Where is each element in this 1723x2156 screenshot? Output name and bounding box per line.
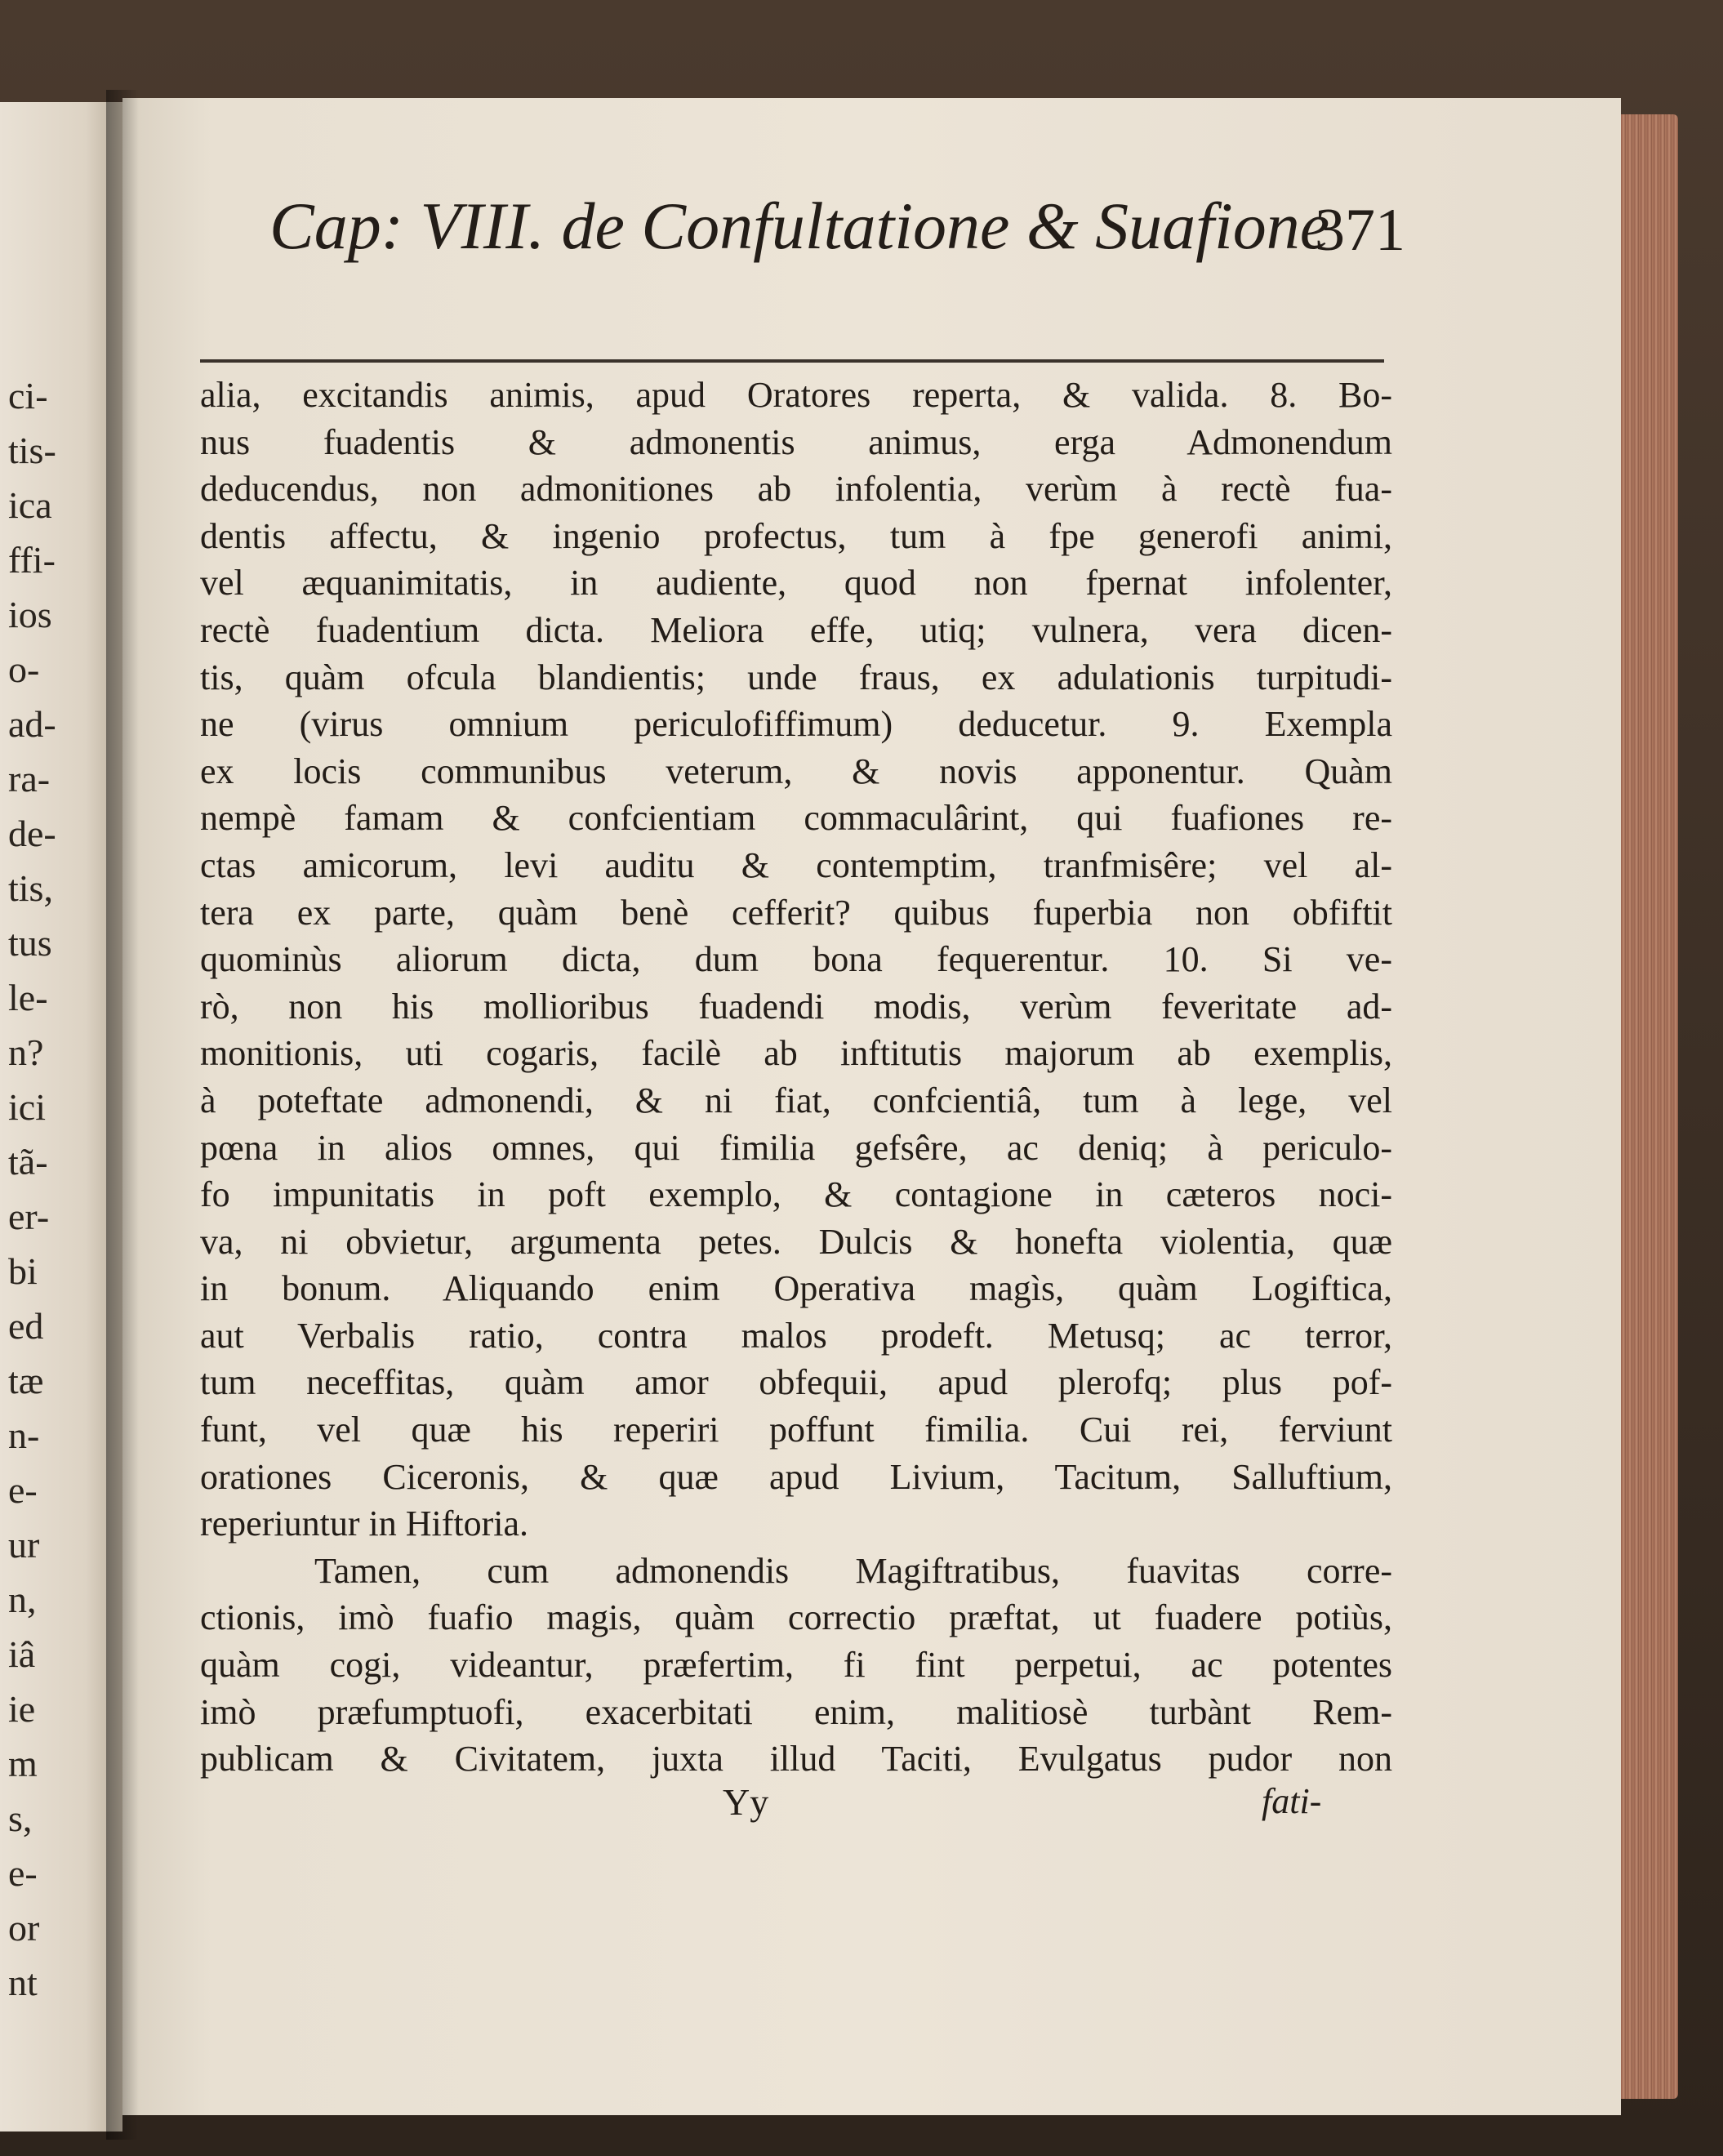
left-page-fragment: m bbox=[8, 1743, 38, 1784]
left-page-fragment: tã- bbox=[8, 1141, 48, 1183]
text-line: vel æquanimitatis, in audiente, quod non fpernat infolenter, bbox=[200, 563, 1392, 604]
text-line: ex locis communibus veterum, & novis apponentur. Quàm bbox=[200, 751, 1392, 791]
left-page-fragment: ed bbox=[8, 1305, 44, 1347]
text-line: tera ex parte, quàm benè cefferit? quibus fuperbia non obfiftit bbox=[200, 892, 1392, 933]
text-line: orationes Ciceronis, & quæ apud Livium, Tacitum, Salluftium, bbox=[200, 1456, 1392, 1497]
text-line: monitionis, uti cogaris, facilè ab inftitutis majorum ab exemplis, bbox=[200, 1033, 1392, 1074]
text-line: in bonum. Aliquando enim Operativa magìs, quàm Logiftica, bbox=[200, 1268, 1392, 1309]
left-page-fragment: ci- bbox=[8, 375, 48, 416]
left-page-fragment: ici bbox=[8, 1086, 46, 1128]
text-line: funt, vel quæ his reperiri poffunt fimilia. Cui rei, ferviunt bbox=[200, 1410, 1392, 1450]
text-line: deducendus, non admonitiones ab infolentia, verùm à rectè fua- bbox=[200, 469, 1392, 510]
page-header bbox=[269, 188, 1429, 278]
text-line: quàm cogi, videantur, præfertim, fi fint perpetui, ac potentes bbox=[200, 1645, 1392, 1686]
left-page-fragment: er- bbox=[8, 1196, 50, 1237]
text-line: aut Verbalis ratio, contra malos prodeft. Metusq; ac terror, bbox=[200, 1315, 1392, 1356]
left-page-fragment: bi bbox=[8, 1250, 38, 1292]
left-page-fragment: tus bbox=[8, 922, 52, 964]
text-line: rectè fuadentium dicta. Meliora effe, utiq; vulnera, vera dicen- bbox=[200, 609, 1392, 650]
left-page-fragment: tæ bbox=[8, 1360, 44, 1401]
left-page-fragment: n, bbox=[8, 1579, 37, 1620]
text-line: Tamen, cum admonendis Magiftratibus, fuavitas corre- bbox=[314, 1550, 1392, 1591]
text-line: nus fuadentis & admonentis animus, erga Admonendum bbox=[200, 421, 1392, 462]
left-page-fragment: e- bbox=[8, 1852, 38, 1894]
left-page-fragment: le- bbox=[8, 977, 48, 1018]
text-line: imò præfumptuofi, exacerbitati enim, malitiosè turbànt Rem- bbox=[200, 1691, 1392, 1732]
running-head: Cap: VIII. de Confultatione & Suafione bbox=[269, 189, 1330, 263]
left-page-fragment: de- bbox=[8, 813, 56, 854]
left-page-fragment: ur bbox=[8, 1524, 40, 1566]
left-page-fragment: ios bbox=[8, 594, 52, 635]
left-page-fragment: ra- bbox=[8, 758, 51, 800]
catchword: fati- bbox=[1262, 1781, 1322, 1821]
signature-mark: Yy bbox=[723, 1781, 769, 1823]
text-line: ctionis, imò fuafio magis, quàm correctio præftat, ut fuadere potiùs, bbox=[200, 1597, 1392, 1638]
left-page-fragment: ad- bbox=[8, 703, 56, 745]
text-line: dentis affectu, & ingenio profectus, tum à fpe generofi animi, bbox=[200, 515, 1392, 556]
text-line: nempè famam & confcientiam commaculârint, qui fuafiones re- bbox=[200, 798, 1392, 839]
left-facing-page bbox=[0, 102, 122, 2132]
page-number: 371 bbox=[1315, 197, 1405, 264]
left-page-fragment: ie bbox=[8, 1688, 36, 1730]
text-line: rò, non his mollioribus fuadendi modis, verùm feveritate ad- bbox=[200, 986, 1392, 1027]
left-page-fragment: n- bbox=[8, 1414, 40, 1456]
left-page-fragment: o- bbox=[8, 648, 40, 690]
body-text bbox=[200, 372, 1392, 1783]
text-line: tis, quàm ofcula blandientis; unde fraus, ex adulationis turpitudi- bbox=[200, 657, 1392, 697]
left-page-fragment: ffi- bbox=[8, 539, 56, 581]
left-page-fragment: n? bbox=[8, 1031, 44, 1073]
left-page-fragment: tis, bbox=[8, 867, 53, 909]
gutter-shadow bbox=[106, 90, 139, 2140]
left-page-fragment: iâ bbox=[8, 1633, 36, 1675]
text-line: pœna in alios omnes, qui fimilia gefsêre, ac deniq; à periculo- bbox=[200, 1127, 1392, 1168]
text-line: ne (virus omnium periculofiffimum) deducetur. 9. Exempla bbox=[200, 704, 1392, 745]
header-rule bbox=[200, 359, 1384, 363]
text-line: fo impunitatis in poft exemplo, & contagione in cæteros noci- bbox=[200, 1174, 1392, 1215]
left-page-fragment: or bbox=[8, 1907, 40, 1949]
text-line: ctas amicorum, levi auditu & contemptim, tranfmisêre; vel al- bbox=[200, 844, 1392, 885]
text-line: à poteftate admonendi, & ni fiat, confcientiâ, tum à lege, vel bbox=[200, 1080, 1392, 1120]
left-page-fragment: tis- bbox=[8, 430, 56, 471]
page-edges bbox=[1613, 114, 1678, 2099]
text-line: reperiuntur in Hiftoria. bbox=[200, 1503, 528, 1544]
left-page-fragment: s, bbox=[8, 1797, 33, 1839]
left-page-fragment: ica bbox=[8, 484, 52, 526]
text-line: publicam & Civitatem, juxta illud Taciti, Evulgatus pudor non bbox=[200, 1739, 1392, 1780]
text-line: va, ni obvietur, argumenta petes. Dulcis & honefta violentia, quæ bbox=[200, 1221, 1392, 1262]
text-line: tum neceffitas, quàm amor obfequii, apud plerofq; plus pof- bbox=[200, 1362, 1392, 1403]
text-line: quominùs aliorum dicta, dum bona fequerentur. 10. Si ve- bbox=[200, 939, 1392, 980]
text-line: alia, excitandis animis, apud Oratores reperta, & valida. 8. Bo- bbox=[200, 375, 1392, 415]
left-page-fragment: e- bbox=[8, 1469, 38, 1511]
left-page-fragment: nt bbox=[8, 1962, 38, 2003]
